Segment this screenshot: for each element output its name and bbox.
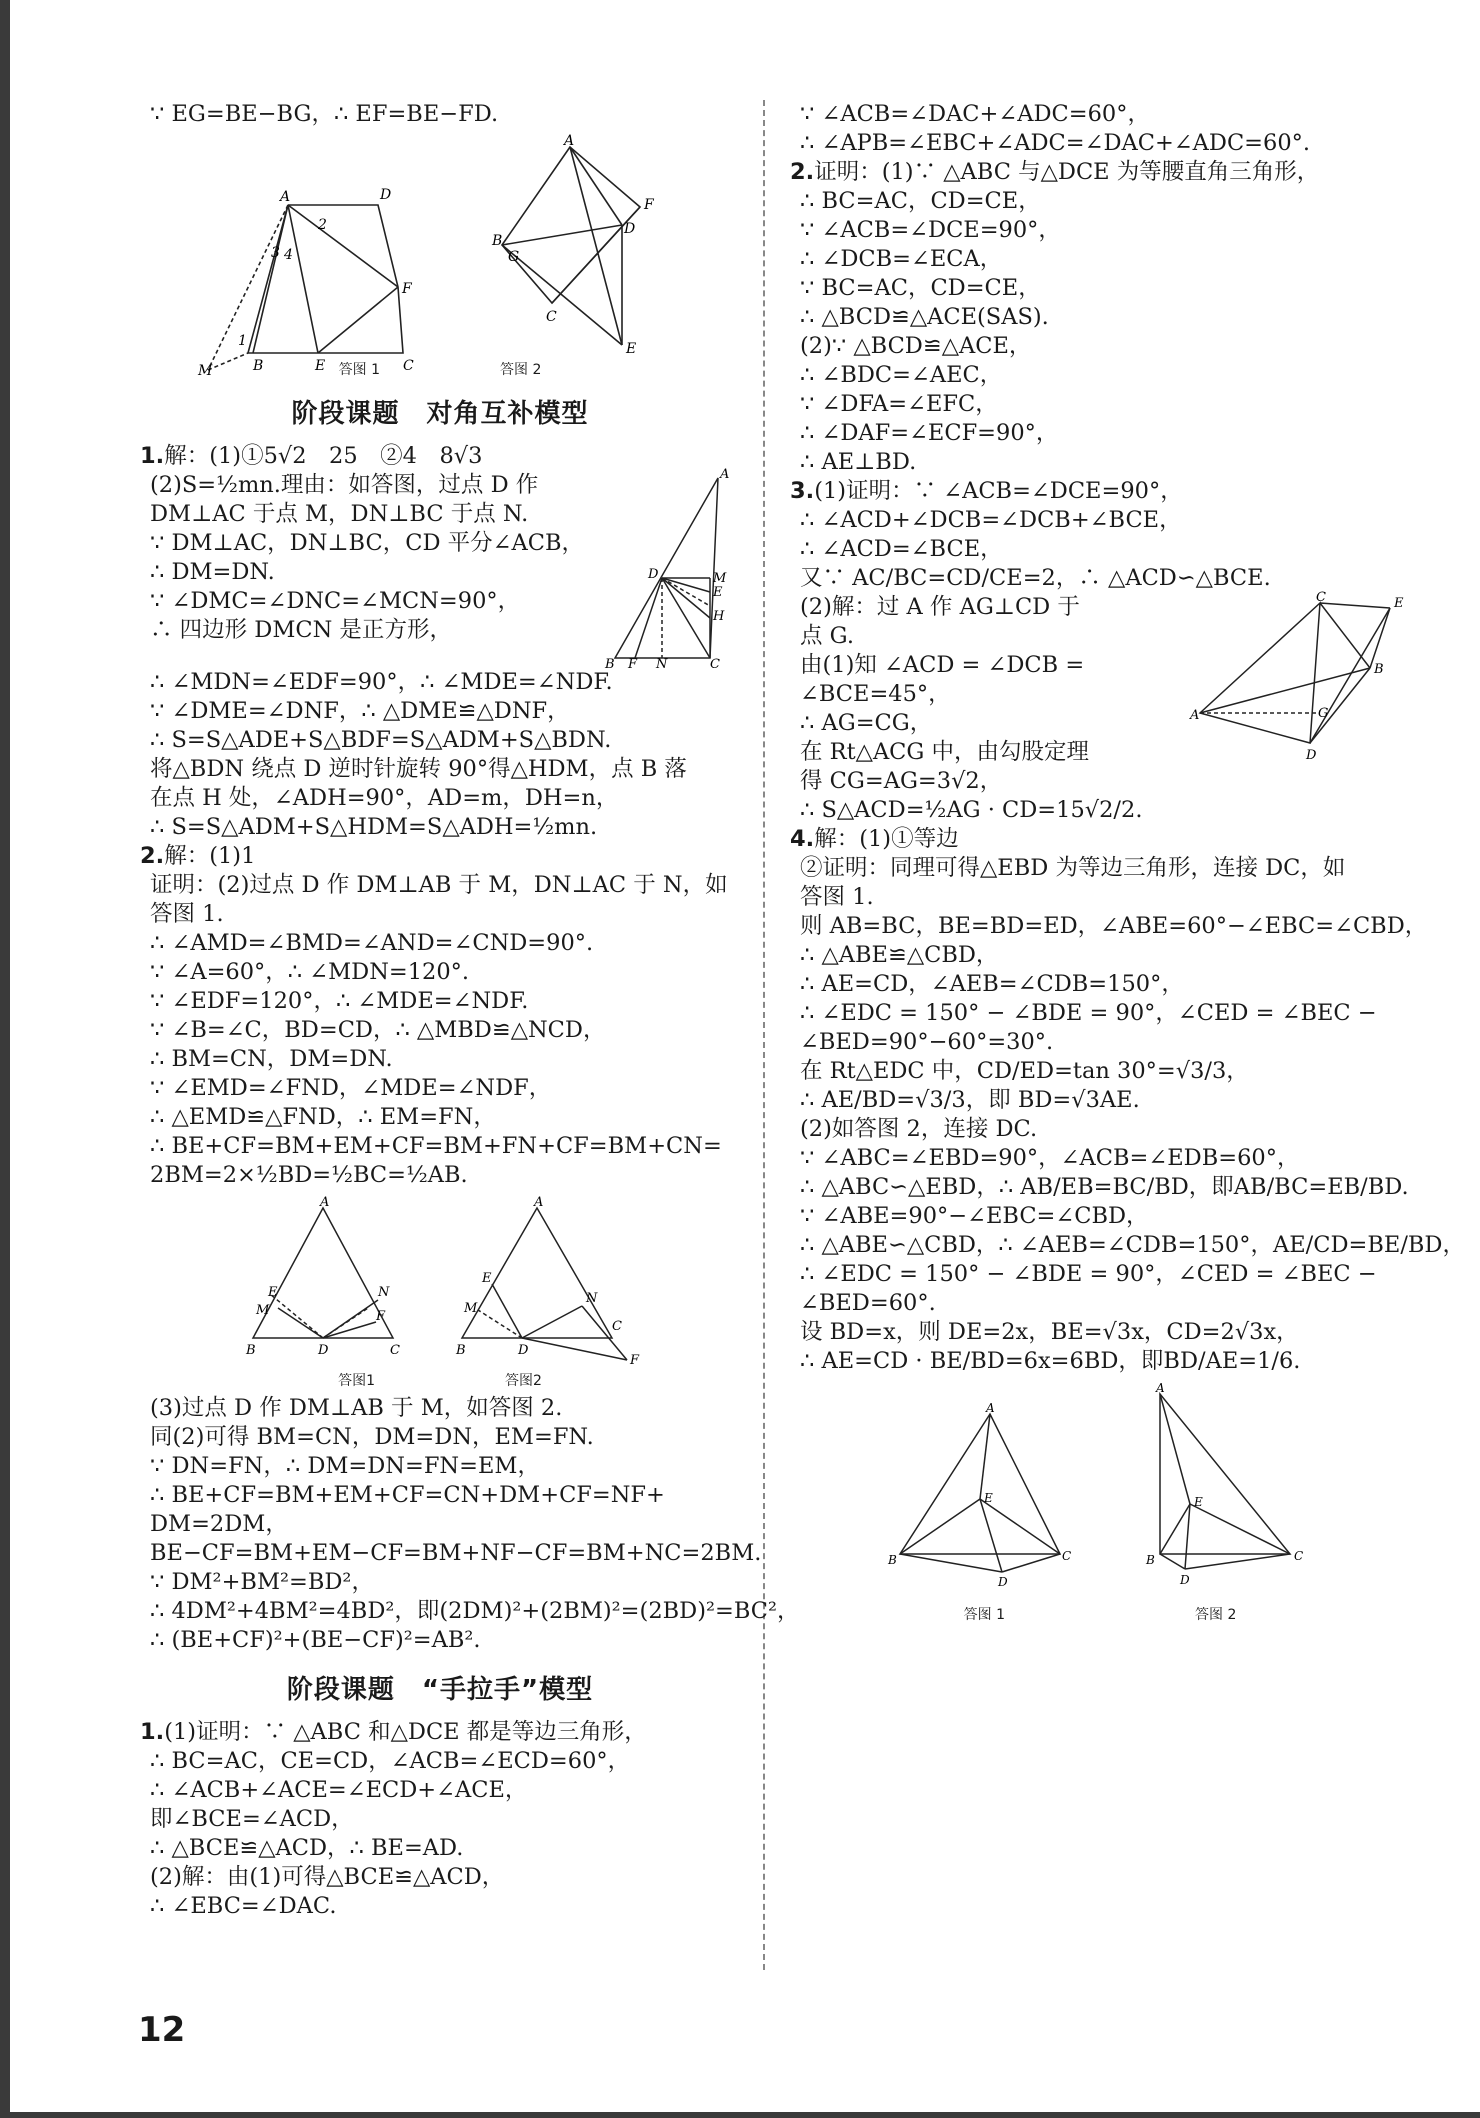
text-line — [140, 1452, 740, 1481]
line-text: ∴ ∠ACD+∠DCB=∠DCB+∠BCE， — [800, 507, 1182, 533]
diagram-right-2 — [1140, 1381, 1320, 1604]
line-text: (2)解：由(1)可得△BCE≌△ACD， — [150, 1864, 505, 1890]
text-line — [140, 442, 600, 471]
text-line — [790, 622, 1190, 651]
line-text: ∴ ∠EBC=∠DAC. — [150, 1893, 337, 1919]
text-line — [140, 558, 600, 587]
svg-text:G: G — [1318, 706, 1329, 721]
line-text: ∵ ∠ACB=∠DAC+∠ADC=60°， — [800, 101, 1150, 127]
svg-text:C: C — [1062, 1549, 1072, 1563]
line-text: 证明：(1)∵ △ABC 与△DCE 为等腰直角三角形， — [814, 159, 1320, 185]
text-line — [140, 1834, 740, 1863]
text-line — [790, 970, 1410, 999]
svg-text:A: A — [1156, 1381, 1165, 1395]
line-text: ∵ ∠A=60°，∴ ∠MDN=120°. — [150, 959, 470, 985]
svg-text:G: G — [508, 249, 520, 265]
text-line — [790, 1057, 1410, 1086]
text-line — [790, 709, 1190, 738]
text-line — [790, 680, 1190, 709]
text-line — [790, 245, 1410, 274]
line-text: 答图 1. — [800, 884, 874, 910]
left-column — [140, 100, 800, 1921]
line-text: ∴ △ABC∽△EBD，∴ AB/EB=BC/BD，即AB/BC=EB/BD. — [800, 1174, 1409, 1200]
page-bottom-edge — [0, 2112, 1480, 2118]
figure-caption: 答图1 — [338, 1373, 375, 1389]
svg-text:F: F — [376, 1309, 386, 1324]
svg-text:A: A — [564, 133, 575, 149]
line-text: ∴ AE⊥BD. — [800, 449, 917, 475]
svg-text:M: M — [256, 1303, 270, 1318]
line-text: ∴ S=S△ADM+S△HDM=S△ADH=½mn. — [150, 814, 598, 840]
text-line — [790, 651, 1190, 680]
line-text: ∴ △ABE≌△CBD， — [800, 942, 999, 968]
text-line — [790, 1115, 1410, 1144]
line-text: ∴ BM=CN，DM=DN. — [150, 1046, 393, 1072]
svg-text:M: M — [198, 363, 213, 379]
line-text: ∵ DM²+BM²=BD²， — [150, 1569, 374, 1595]
text-line — [140, 1394, 740, 1423]
svg-text:B: B — [888, 1553, 897, 1567]
line-text: 点 G. — [800, 623, 854, 649]
line-text: ∴ △EMD≌△FND，∴ EM=FN， — [150, 1104, 496, 1130]
figure-pair-mid — [140, 1195, 740, 1368]
diagram-rotation — [1190, 590, 1410, 773]
text-line — [140, 1597, 800, 1626]
svg-text:C: C — [1294, 1549, 1304, 1563]
svg-text:D: D — [998, 1575, 1008, 1589]
text-line — [790, 1289, 1410, 1318]
svg-text:B: B — [456, 1343, 466, 1358]
text-line — [140, 929, 740, 958]
text-line — [140, 1718, 740, 1747]
text-line — [790, 448, 1410, 477]
text-line — [790, 361, 1410, 390]
text-line — [790, 825, 1410, 854]
line-text: ∵ ∠ABC=∠EBD=90°，∠ACB=∠EDB=60°， — [800, 1145, 1300, 1171]
svg-text:E: E — [713, 585, 723, 600]
svg-text:F: F — [630, 1353, 640, 1368]
line-text: ∴ DM=DN. — [150, 559, 275, 585]
text-line — [790, 390, 1410, 419]
text-line — [790, 274, 1410, 303]
svg-text:C: C — [1316, 590, 1326, 605]
diagram-right-1 — [880, 1401, 1080, 1604]
text-line — [140, 529, 600, 558]
line-text: ∵ ∠EDF=120°，∴ ∠MDE=∠NDF. — [150, 988, 529, 1014]
line-text: 由(1)知 ∠ACD = ∠DCB = — [800, 652, 1085, 678]
line-text: (2)如答图 2，连接 DC. — [800, 1116, 1038, 1142]
text-line — [140, 1103, 740, 1132]
svg-text:D: D — [518, 1343, 529, 1358]
line-text: 答图 1. — [150, 901, 224, 927]
svg-text:C: C — [390, 1343, 400, 1358]
svg-text:A: A — [534, 1195, 544, 1210]
line-text: ∴ S=S△ADE+S△BDF=S△ADM+S△BDN. — [150, 727, 612, 753]
text-line — [790, 303, 1410, 332]
section-heading: 阶段课题 “手拉手”模型 — [286, 1675, 594, 1705]
text-line — [140, 500, 600, 529]
text-line — [140, 1747, 740, 1776]
text-line — [790, 593, 1190, 622]
line-text: 同(2)可得 BM=CN，DM=DN，EM=FN. — [150, 1424, 594, 1450]
svg-text:E: E — [1394, 596, 1404, 611]
text-line — [140, 587, 600, 616]
line-text: ②证明：同理可得△EBD 为等边三角形，连接 DC，如 — [800, 855, 1346, 881]
line-text: ∵ ∠DMC=∠DNC=∠MCN=90°， — [150, 588, 521, 614]
line-text: (3)过点 D 作 DM⊥AB 于 M，如答图 2. — [150, 1395, 563, 1421]
line-text: ∴ BE+CF=BM+EM+CF=CN+DM+CF=NF+ — [150, 1482, 665, 1508]
line-text: ∠BCE=45°， — [800, 681, 951, 707]
text-line — [790, 1086, 1410, 1115]
line-text: ∴ AE=CD · BE/BD=6x=6BD，即BD/AE=1/6. — [800, 1348, 1301, 1374]
svg-text:4: 4 — [284, 247, 293, 263]
line-text: ∴ △BCD≌△ACE(SAS). — [800, 304, 1049, 330]
text-line — [790, 100, 1410, 129]
line-text: ∵ ∠ACB=∠DCE=90°， — [800, 217, 1061, 243]
problem-number: 2. — [790, 159, 815, 185]
svg-text:D: D — [1306, 748, 1317, 763]
svg-text:B: B — [1374, 662, 1384, 677]
text-line — [790, 564, 1410, 593]
line-text: ∵ ∠DME=∠DNF，∴ △DME≌△DNF， — [150, 698, 570, 724]
problem-3-block — [790, 590, 1410, 796]
text-line — [140, 1805, 740, 1834]
text-line — [790, 999, 1410, 1028]
line-text: 得 CG=AG=3√2， — [800, 768, 1003, 794]
svg-text:A: A — [320, 1195, 330, 1210]
svg-text:2: 2 — [318, 217, 327, 233]
problem-number: 1. — [140, 1719, 165, 1745]
text-line — [790, 738, 1190, 767]
line-text: 则 AB=BC，BE=BD=ED，∠ABE=60°−∠EBC=∠CBD， — [800, 913, 1428, 939]
svg-text:D: D — [1180, 1573, 1190, 1587]
svg-text:N: N — [586, 1291, 598, 1306]
text-line — [140, 871, 740, 900]
svg-text:B: B — [492, 233, 503, 249]
text-line — [140, 755, 740, 784]
line-text: ∴ △BCE≌△ACD，∴ BE=AD. — [150, 1835, 464, 1861]
line-text: ∵ ∠EMD=∠FND，∠MDE=∠NDF， — [150, 1075, 552, 1101]
line-text: ∴ ∠APB=∠EBC+∠ADC=∠DAC+∠ADC=60°. — [800, 130, 1311, 156]
figure-caption: 答图 1 — [338, 362, 380, 378]
text-line — [140, 1016, 740, 1045]
line-text: (1)证明：∵ ∠ACB=∠DCE=90°， — [814, 478, 1183, 504]
text-line: ∵ EG=BE−BG，∴ EF=BE−FD. — [150, 101, 499, 127]
svg-text:D: D — [380, 187, 392, 203]
svg-text:F: F — [628, 657, 638, 672]
column-divider — [763, 100, 765, 1970]
svg-text:D: D — [648, 567, 659, 582]
text-line — [140, 668, 740, 697]
line-text: ∴ ∠ACD=∠BCE， — [800, 536, 1003, 562]
line-text: ∵ BC=AC，CD=CE， — [800, 275, 1041, 301]
svg-text:D: D — [318, 1343, 329, 1358]
svg-text:N: N — [378, 1285, 390, 1300]
figure-caption: 答图 1 — [963, 1607, 1005, 1623]
line-text: ∴ △ABE∽△CBD，∴ ∠AEB=∠CDB=150°，AE/CD=BE/BD， — [800, 1232, 1465, 1258]
line-text: ∵ DN=FN，∴ DM=DN=FN=EM， — [150, 1453, 540, 1479]
text-line — [790, 187, 1410, 216]
line-text: 解：(1)1 — [164, 843, 256, 869]
diagram-top-2 — [482, 135, 682, 355]
page-number: 12 — [138, 2010, 186, 2050]
text-line — [140, 471, 600, 500]
line-text: 在 Rt△EDC 中，CD/ED=tan 30°=√3/3， — [800, 1058, 1249, 1084]
line-text: ∴ ∠ACB+∠ACE=∠ECD+∠ACE， — [150, 1777, 528, 1803]
line-text: ∴ S△ACD=½AG · CD=15√2/2. — [800, 797, 1143, 823]
figure-caption: 答图 2 — [500, 362, 542, 378]
line-text: ∴ (BE+CF)²+(BE−CF)²=AB². — [150, 1627, 481, 1653]
line-text: (2)S=½mn.理由：如答图，过点 D 作 — [150, 472, 539, 498]
problem-number: 2. — [140, 843, 165, 869]
page-binding-edge — [0, 0, 10, 2118]
line-text: ∴ 4DM²+4BM²=4BD²，即(2DM)²+(2BM)²=(2BD)²=BC²， — [150, 1598, 800, 1624]
problem-number: 3. — [790, 478, 815, 504]
figure-pair-right — [790, 1381, 1410, 1604]
line-text: 在 Rt△ACG 中，由勾股定理 — [800, 739, 1090, 765]
line-text: 在点 H 处，∠ADH=90°，AD=m，DH=n， — [150, 785, 619, 811]
text-line — [790, 129, 1410, 158]
line-text: 将△BDN 绕点 D 逆时针旋转 90°得△HDM，点 B 落 — [150, 756, 687, 782]
text-line — [790, 158, 1410, 187]
text-line — [140, 1863, 740, 1892]
text-line — [790, 1231, 1465, 1260]
svg-text:F: F — [644, 197, 654, 213]
svg-text:A: A — [1190, 708, 1200, 723]
text-line — [140, 616, 600, 645]
figure-captions-right — [790, 1604, 1410, 1624]
text-line — [790, 1318, 1410, 1347]
svg-text:C: C — [710, 657, 720, 672]
svg-text:M: M — [464, 1301, 478, 1316]
line-text: ∵ ∠B=∠C，BD=CD，∴ △MBD≌△NCD， — [150, 1017, 606, 1043]
svg-text:1: 1 — [238, 333, 247, 349]
text-line — [790, 332, 1410, 361]
svg-text:M: M — [713, 571, 727, 586]
line-text: 2BM=2×½BD=½BC=½AB. — [150, 1162, 468, 1188]
text-line — [140, 1132, 740, 1161]
svg-text:B: B — [605, 657, 615, 672]
text-line — [790, 854, 1410, 883]
line-text: (2)解：过 A 作 AG⊥CD 于 — [800, 594, 1080, 620]
svg-text:3: 3 — [271, 245, 280, 261]
line-text: BE−CF=BM+EM−CF=BM+NF−CF=BM+NC=2BM. — [150, 1540, 762, 1566]
text-line — [140, 842, 740, 871]
text-line — [140, 1423, 740, 1452]
text-line — [140, 900, 740, 929]
line-text: (2)∵ △BCD≌△ACE， — [800, 333, 1032, 359]
text-line — [140, 1510, 740, 1539]
text-line — [140, 1161, 740, 1190]
text-line — [140, 1776, 740, 1805]
text-line — [140, 1481, 740, 1510]
problem-number: 1. — [140, 443, 165, 469]
figure-caption: 答图2 — [505, 1373, 542, 1389]
svg-text:H: H — [713, 609, 725, 624]
line-text: ∵ ∠ABE=90°−∠EBC=∠CBD， — [800, 1203, 1149, 1229]
text-line — [790, 506, 1410, 535]
svg-text:B: B — [253, 358, 264, 374]
line-text: 解：(1)①等边 — [814, 826, 959, 852]
svg-text:E: E — [984, 1491, 993, 1505]
line-text: ∵ ∠DFA=∠EFC， — [800, 391, 998, 417]
text-line — [790, 1202, 1410, 1231]
line-text: 证明：(2)过点 D 作 DM⊥AB 于 M，DN⊥AC 于 N，如 — [150, 872, 728, 898]
line-text: (1)证明：∵ △ABC 和△DCE 都是等边三角形， — [164, 1719, 647, 1745]
text-line — [140, 697, 740, 726]
figure-caption: 答图 2 — [1195, 1607, 1237, 1623]
line-text: ∴ AG=CG， — [800, 710, 933, 736]
svg-text:C: C — [403, 358, 414, 374]
text-line — [140, 784, 740, 813]
text-line — [790, 796, 1410, 825]
line-text: DM=2DM， — [150, 1511, 288, 1537]
line-text: 又∵ AC/BC=CD/CE=2，∴ △ACD∽△BCE. — [800, 565, 1271, 591]
diagram-square — [600, 467, 740, 672]
text-line — [790, 912, 1428, 941]
text-line — [140, 987, 740, 1016]
text-line — [790, 419, 1410, 448]
text-line — [140, 1568, 740, 1597]
line-text: ∴ BE+CF=BM+EM+CF=BM+FN+CF=BM+CN= — [150, 1133, 722, 1159]
text-line — [790, 477, 1410, 506]
svg-text:E: E — [626, 341, 637, 357]
line-text: 解：(1)①5√2 25 ②4 8√3 — [164, 443, 483, 469]
line-text: ∠BED=90°−60°=30°. — [800, 1029, 1054, 1055]
svg-text:E: E — [1194, 1495, 1203, 1509]
svg-text:E: E — [482, 1271, 492, 1286]
text-line — [790, 1347, 1410, 1376]
svg-text:B: B — [1146, 1553, 1155, 1567]
svg-text:E: E — [315, 358, 326, 374]
section-heading: 阶段课题 对角互补模型 — [291, 399, 589, 429]
text-line — [790, 216, 1410, 245]
svg-text:E: E — [268, 1285, 278, 1300]
line-text: ∴ BC=AC，CE=CD，∠ACB=∠ECD=60°， — [150, 1748, 631, 1774]
line-text: ∴ 四边形 DMCN 是正方形， — [150, 617, 452, 643]
text-line — [140, 1045, 740, 1074]
svg-text:F: F — [402, 281, 412, 297]
text-line — [790, 1144, 1410, 1173]
svg-text:B: B — [246, 1343, 256, 1358]
line-text: ∴ ∠AMD=∠BMD=∠AND=∠CND=90°. — [150, 930, 594, 956]
line-text: ∠BED=60°. — [800, 1290, 936, 1316]
figure-captions-top — [140, 359, 740, 379]
line-text: ∴ BC=AC，CD=CE， — [800, 188, 1041, 214]
diagram-mid-2 — [452, 1195, 642, 1368]
line-text: 即∠BCE=∠ACD， — [150, 1806, 354, 1832]
text-line — [790, 535, 1410, 564]
text-line — [140, 958, 740, 987]
line-text: ∴ ∠EDC = 150° − ∠BDE = 90°，∠CED = ∠BEC − — [800, 1000, 1377, 1026]
problem-1-block — [140, 442, 740, 672]
text-line — [140, 726, 740, 755]
text-line — [790, 1028, 1410, 1057]
svg-text:D: D — [624, 221, 636, 237]
line-text: ∴ ∠EDC = 150° − ∠BDE = 90°，∠CED = ∠BEC − — [800, 1261, 1377, 1287]
text-line — [790, 1260, 1410, 1289]
svg-text:C: C — [546, 309, 557, 325]
line-text: ∵ DM⊥AC，DN⊥BC，CD 平分∠ACB， — [150, 530, 584, 556]
figure-captions-mid — [140, 1370, 740, 1390]
svg-text:A: A — [280, 189, 291, 205]
right-column — [790, 100, 1465, 1624]
text-line — [790, 941, 1410, 970]
line-text: 设 BD=x，则 DE=2x，BE=√3x，CD=2√3x， — [800, 1319, 1299, 1345]
line-text: ∴ ∠BDC=∠AEC， — [800, 362, 1003, 388]
text-line — [140, 1892, 740, 1921]
problem-number: 4. — [790, 826, 815, 852]
line-text: ∴ AE/BD=√3/3，即 BD=√3AE. — [800, 1087, 1140, 1113]
text-line — [790, 883, 1410, 912]
svg-text:A: A — [720, 467, 730, 482]
line-text: ∴ ∠MDN=∠EDF=90°，∴ ∠MDE=∠NDF. — [150, 669, 613, 695]
text-line — [140, 1626, 740, 1655]
diagram-mid-1 — [238, 1195, 418, 1368]
line-text: ∴ ∠DAF=∠ECF=90°， — [800, 420, 1059, 446]
text-line — [140, 813, 740, 842]
text-line — [140, 1074, 740, 1103]
text-line — [790, 1173, 1410, 1202]
line-text: DM⊥AC 于点 M，DN⊥BC 于点 N. — [150, 501, 529, 527]
svg-text:N: N — [656, 657, 668, 672]
text-line — [140, 1539, 762, 1568]
svg-text:A: A — [986, 1401, 995, 1415]
line-text: ∴ ∠DCB=∠ECA， — [800, 246, 1003, 272]
text-line — [790, 767, 1190, 796]
svg-text:C: C — [612, 1319, 622, 1334]
line-text: ∴ AE=CD，∠AEB=∠CDB=150°， — [800, 971, 1184, 997]
